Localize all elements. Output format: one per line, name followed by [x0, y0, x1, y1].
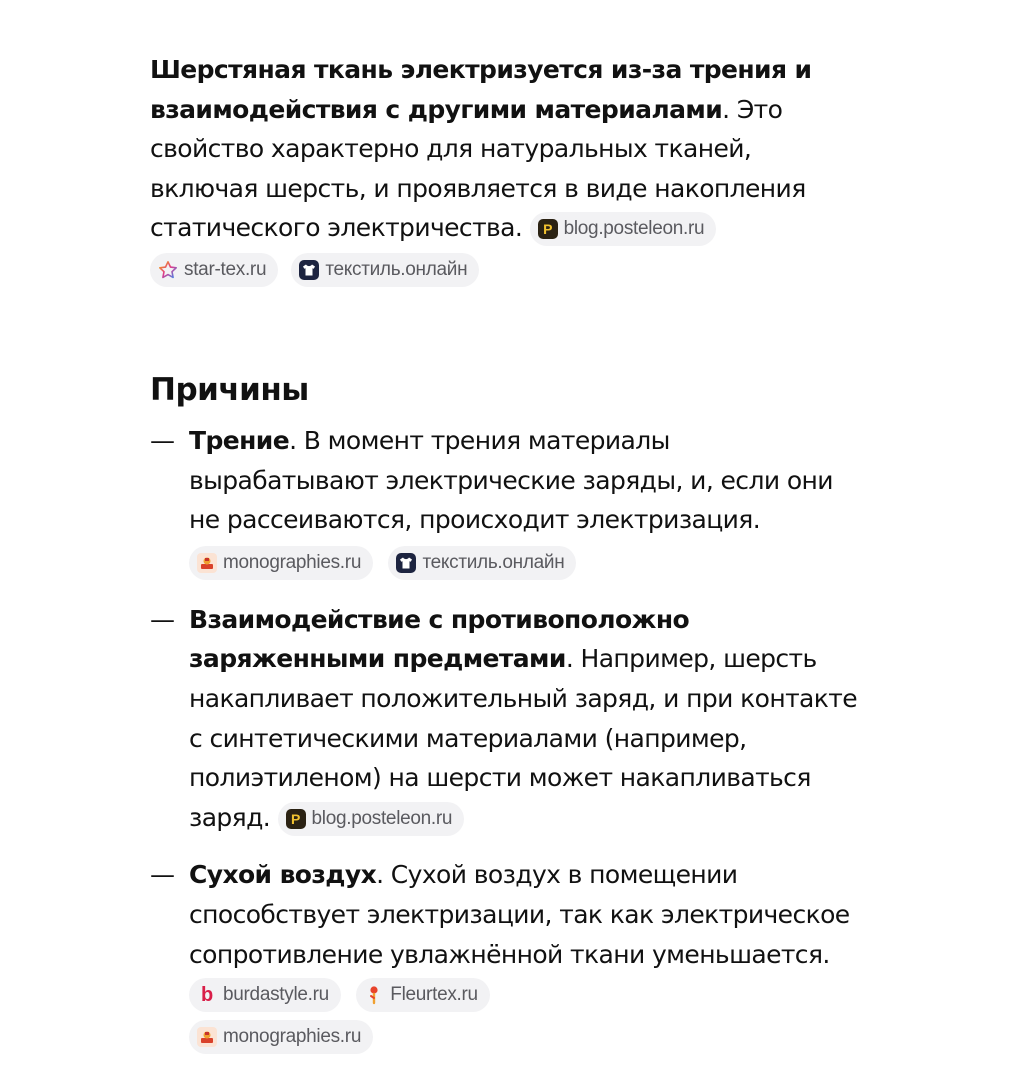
source-label: monographies.ru	[223, 1025, 362, 1047]
burda-icon: b	[201, 984, 213, 1007]
star-icon	[158, 260, 178, 280]
list-dash: —	[150, 604, 175, 634]
intro-sources	[150, 250, 860, 290]
source-chip[interactable]	[278, 802, 465, 836]
item-text: . Например, шерсть накапливает положительный заряд, и при контакте с синтетическими материалами (например, полиэтиленом) на шерсти может накапливаться заряд.	[189, 644, 857, 832]
source-chip[interactable]	[189, 978, 341, 1012]
source-label: blog.posteleon.ru	[563, 218, 705, 240]
source-chip[interactable]	[530, 212, 717, 246]
reasons-list	[150, 421, 860, 1056]
section-title: Причины	[150, 371, 309, 408]
list-item	[150, 855, 860, 1055]
item-sources	[189, 542, 860, 582]
item-text: . Сухой воздух в помещении способствует электризации, так как электрическое сопротивление увлажнённой ткани уменьшается.	[189, 860, 850, 969]
list-dash: —	[150, 860, 175, 890]
source-chip[interactable]	[291, 253, 479, 287]
item-bold: Трение	[189, 425, 290, 455]
source-chip[interactable]	[189, 546, 373, 580]
list-dash: —	[150, 425, 175, 455]
fleurtex-icon	[364, 985, 384, 1005]
intro-bold: Шерстяная ткань электризуется из-за трения и взаимодействия с другими материалами	[150, 55, 812, 124]
source-label: monographies.ru	[223, 551, 362, 573]
source-label: star-tex.ru	[184, 259, 267, 281]
list-item	[150, 421, 860, 582]
source-label: текстиль.онлайн	[325, 259, 468, 281]
item-bold: Взаимодействие с противоположно заряженными предметами	[189, 604, 690, 674]
intro-text: . Это свойство характерно для натуральных тканей, включая шерсть, и проявляется в виде накопления статического электричества.	[150, 94, 806, 243]
posteleon-icon: P	[286, 809, 306, 829]
list-item	[150, 600, 860, 838]
shirt-icon	[396, 553, 416, 573]
item-text: . В момент трения материалы вырабатывают электрические заряды, и, если они не рассеиваются, происходит электризация.	[189, 425, 833, 535]
monographies-icon	[197, 1027, 217, 1047]
source-chip[interactable]	[189, 1020, 373, 1054]
source-chip[interactable]	[388, 546, 576, 580]
monographies-icon	[197, 553, 217, 573]
answer-content	[150, 50, 860, 1074]
item-bold: Сухой воздух	[189, 860, 377, 890]
source-label: blog.posteleon.ru	[311, 807, 453, 829]
intro-paragraph	[150, 50, 860, 248]
source-chip[interactable]	[150, 253, 278, 287]
posteleon-icon: P	[538, 219, 558, 239]
source-chip[interactable]	[356, 978, 490, 1012]
source-label: burdastyle.ru	[223, 984, 329, 1006]
shirt-icon	[299, 260, 319, 280]
item-sources	[189, 1016, 860, 1056]
source-label: текстиль.онлайн	[422, 551, 565, 573]
source-label: Fleurtex.ru	[390, 984, 478, 1006]
